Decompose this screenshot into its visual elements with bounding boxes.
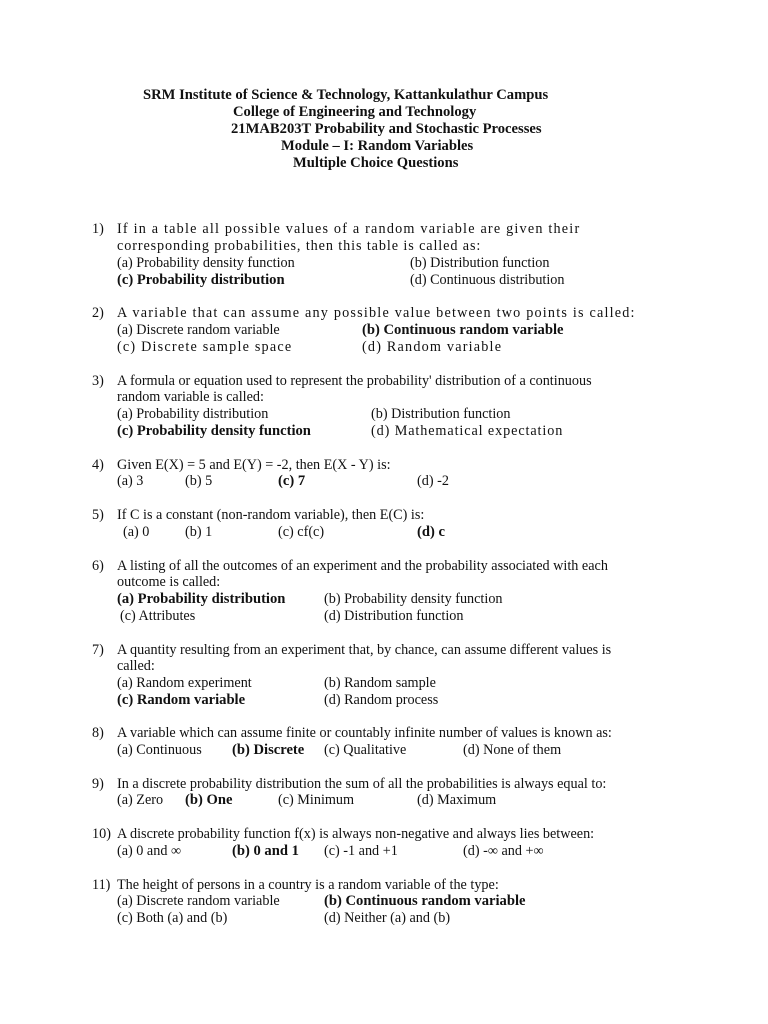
question-text: corresponding probabilities, then this table is called as: xyxy=(117,238,482,254)
question-text: If in a table all possible values of a random variable are given their xyxy=(117,221,581,237)
option-b-correct: (b) Continuous random variable xyxy=(362,322,564,338)
question-text: A variable that can assume any possible value between two points is called: xyxy=(117,305,636,321)
option-c: (c) cf(c) xyxy=(278,524,325,540)
question-text: Given E(X) = 5 and E(Y) = -2, then E(X - Y) is: xyxy=(117,457,391,473)
question-number: 11) xyxy=(92,877,111,893)
option-a: (a) 0 and ∞ xyxy=(117,843,182,859)
institute-title: SRM Institute of Science & Technology, Kattankulathur Campus xyxy=(143,87,549,103)
option-d: (d) None of them xyxy=(463,742,562,758)
question-number: 6) xyxy=(92,558,104,574)
question-text: A formula or equation used to represent the probability' distribution of a continuous xyxy=(117,373,592,389)
option-b-correct: (b) Continuous random variable xyxy=(324,893,526,909)
option-c: (c) Both (a) and (b) xyxy=(117,910,228,926)
option-c: (c) -1 and +1 xyxy=(324,843,398,859)
question-text: called: xyxy=(117,658,155,674)
option-b-correct: (b) Discrete xyxy=(232,742,305,758)
option-b: (b) 1 xyxy=(185,524,213,540)
question-text: A variable which can assume finite or countably infinite number of values is known as: xyxy=(117,725,612,741)
option-d-correct: (d) c xyxy=(417,524,445,540)
college-title: College of Engineering and Technology xyxy=(233,104,477,120)
option-c-correct: (c) 7 xyxy=(278,473,306,489)
option-a: (a) Zero xyxy=(117,792,164,808)
question-text: The height of persons in a country is a random variable of the type: xyxy=(117,877,499,893)
option-b-correct: (b) One xyxy=(185,792,233,808)
module-title: Module – I: Random Variables xyxy=(281,138,474,154)
question-number: 5) xyxy=(92,507,104,523)
option-a-correct: (a) Probability distribution xyxy=(117,591,286,607)
option-d: (d) -2 xyxy=(417,473,449,489)
option-d: (d) Distribution function xyxy=(324,608,464,624)
option-b: (b) Distribution function xyxy=(410,255,550,271)
option-d: (d) Continuous distribution xyxy=(410,272,565,288)
option-c: (c) Minimum xyxy=(278,792,355,808)
question-number: 2) xyxy=(92,305,104,321)
option-c-correct: (c) Random variable xyxy=(117,692,246,708)
option-b: (b) 5 xyxy=(185,473,213,489)
option-a: (a) Discrete random variable xyxy=(117,322,280,338)
question-text: A quantity resulting from an experiment that, by chance, can assume different values is xyxy=(117,642,612,658)
section-title: Multiple Choice Questions xyxy=(293,155,459,171)
option-a: (a) Random experiment xyxy=(117,675,252,691)
option-b: (b) Probability density function xyxy=(324,591,503,607)
option-c: (c) Discrete sample space xyxy=(117,339,293,355)
option-a: (a) Probability distribution xyxy=(117,406,269,422)
option-d: (d) Random process xyxy=(324,692,439,708)
option-c-correct: (c) Probability density function xyxy=(117,423,311,439)
question-number: 3) xyxy=(92,373,104,389)
option-a: (a) Discrete random variable xyxy=(117,893,280,909)
option-d: (d) -∞ and +∞ xyxy=(463,843,544,859)
question-text: A listing of all the outcomes of an experiment and the probability associated with each xyxy=(117,558,608,574)
question-text: In a discrete probability distribution the sum of all the probabilities is always equal to: xyxy=(117,776,607,792)
question-number: 8) xyxy=(92,725,104,741)
option-b-correct: (b) 0 and 1 xyxy=(232,843,299,859)
question-text: A discrete probability function f(x) is always non-negative and always lies between: xyxy=(117,826,595,842)
question-number: 4) xyxy=(92,457,104,473)
question-text: random variable is called: xyxy=(117,389,264,405)
question-number: 7) xyxy=(92,642,104,658)
question-text: outcome is called: xyxy=(117,574,221,590)
option-c: (c) Qualitative xyxy=(324,742,407,758)
question-text: If C is a constant (non-random variable), then E(C) is: xyxy=(117,507,425,523)
course-title: 21MAB203T Probability and Stochastic Processes xyxy=(231,121,542,137)
option-a: (a) Continuous xyxy=(117,742,202,758)
option-b: (b) Random sample xyxy=(324,675,436,691)
question-number: 1) xyxy=(92,221,104,237)
option-d: (d) Mathematical expectation xyxy=(371,423,564,439)
option-a: (a) Probability density function xyxy=(117,255,295,271)
question-number: 9) xyxy=(92,776,104,792)
option-d: (d) Random variable xyxy=(362,339,503,355)
option-a: (a) 0 xyxy=(123,524,150,540)
option-d: (d) Maximum xyxy=(417,792,497,808)
option-a: (a) 3 xyxy=(117,473,144,489)
question-number: 10) xyxy=(92,826,111,842)
option-b: (b) Distribution function xyxy=(371,406,511,422)
option-c-correct: (c) Probability distribution xyxy=(117,272,285,288)
option-d: (d) Neither (a) and (b) xyxy=(324,910,451,926)
option-c: (c) Attributes xyxy=(120,608,196,624)
